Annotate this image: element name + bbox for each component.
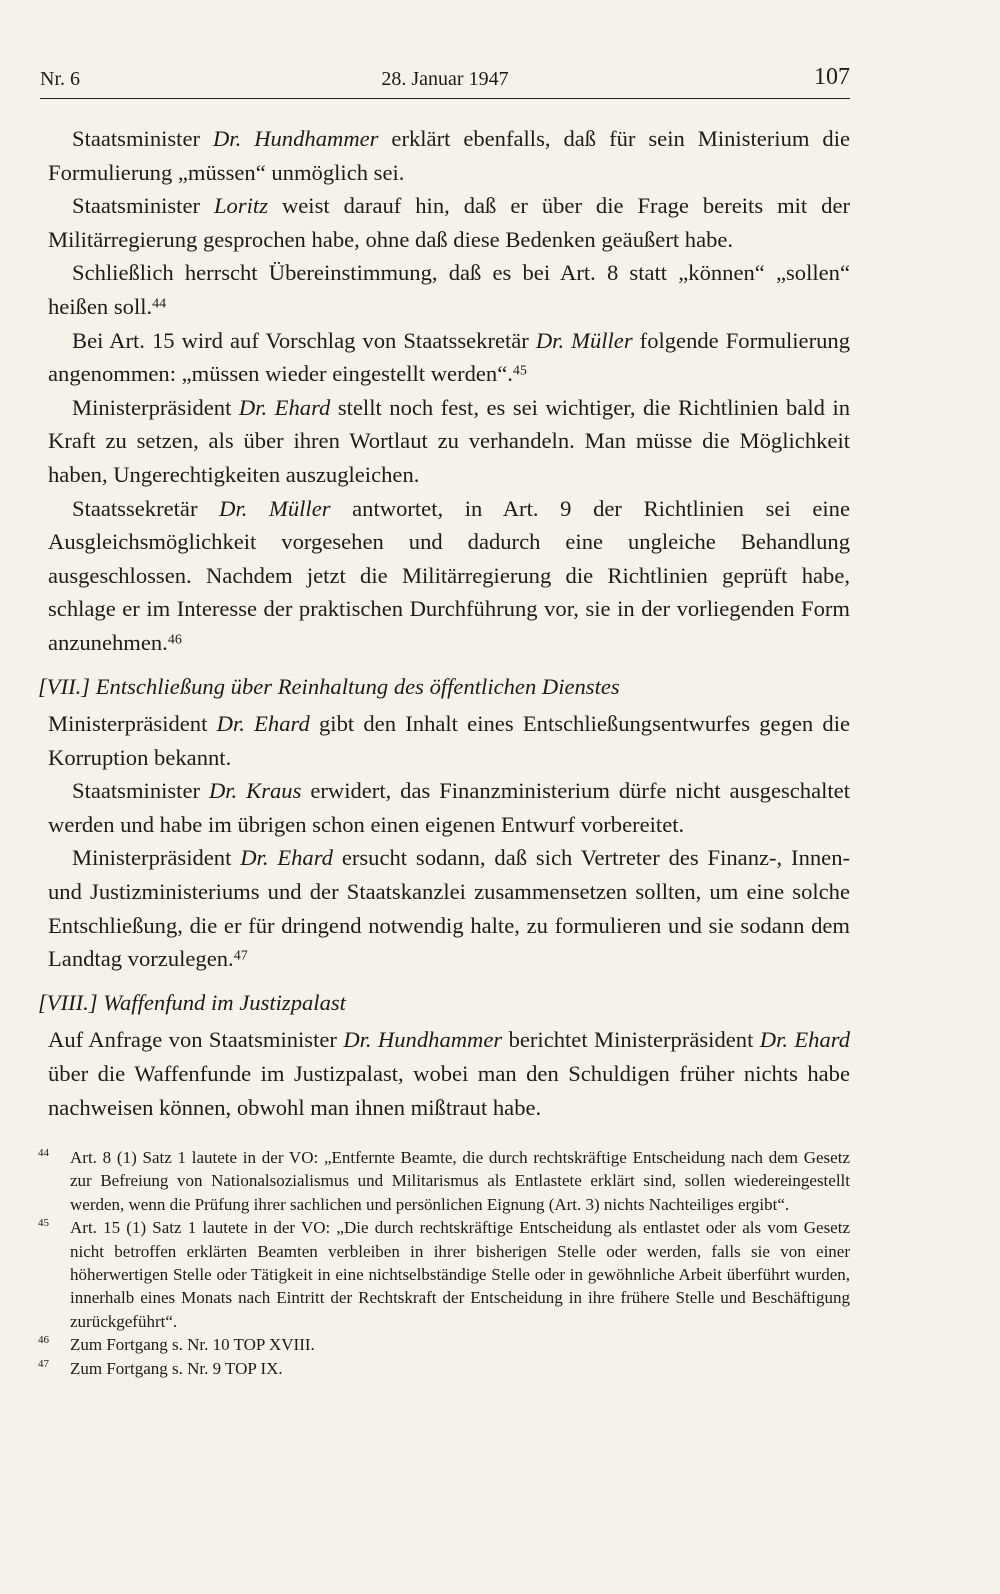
footnote-text: Zum Fortgang s. Nr. 9 TOP IX. <box>70 1358 283 1378</box>
paragraph-mueller-reply: Staatssekretär Dr. Müller antwortet, in Art. 9 der Richtlinien sei eine Ausgleichsmöglichkeit vorgesehen und dadurch eine ungleiche Behandlung ausgeschlossen. Nachdem jetzt die Militärregierung die Richtlinien geprüft habe, schlage er im Interesse der praktischen Durchführung vor, sie in der vorliegenden Form anzunehmen.$^{46}$ <box>48 495 850 655</box>
footnote-45 <box>38 1216 850 1333</box>
section-heading-vii <box>38 670 850 704</box>
footnote-number: 45 <box>38 1217 49 1230</box>
footnote-ref: 44 <box>152 296 167 312</box>
issue-number: Nr. 6 <box>40 68 80 90</box>
footnote-number: 47 <box>38 1357 49 1370</box>
person-name: Dr. Hundhammer <box>343 1027 503 1053</box>
footnote-text: Zum Fortgang s. Nr. 10 TOP XVIII. <box>70 1335 315 1355</box>
person-name: Dr. Müller <box>219 495 331 521</box>
footnote-text: Art. 8 (1) Satz 1 lautete in der VO: „Entfernte Beamte, die durch rechtskräftige Entscheidung nach dem Gesetz zur Befreiung von Nationalsozialismus und Militarismus als Entlastete erklärt sind, sollen wiedereingestellt werden, wenn die Prüfung ihrer sachlichen und persönlichen Eignung (Art. 3) nichts Nachteiliges ergibt“. <box>70 1148 850 1214</box>
person-name: Dr. Ehard <box>216 711 310 737</box>
paragraph-hundhammer-statement: Staatsminister Dr. Hundhammer erklärt ebenfalls, daß für sein Ministerium die Formulierung „müssen“ unmöglich sei. <box>48 126 850 185</box>
footnote-47 <box>38 1357 850 1380</box>
person-name: Dr. Kraus <box>208 778 302 804</box>
section-title: Entschließung über Reinhaltung des öffentlichen Dienstes <box>95 673 620 699</box>
person-name: Dr. Müller <box>535 327 633 353</box>
paragraph-ehard-draft: Ministerpräsident Dr. Ehard gibt den Inhalt eines Entschließungsentwurfes gegen die Korruption bekannt. <box>48 711 851 770</box>
footnotes <box>38 1146 850 1380</box>
person-name: Dr. Hundhammer <box>212 126 379 151</box>
section-heading-viii <box>38 986 850 1020</box>
running-header <box>40 64 850 99</box>
section-title: Waffenfund im Justizpalast <box>103 989 346 1015</box>
header-date: 28. Januar 1947 <box>381 68 509 90</box>
footnote-ref: 45 <box>512 363 527 379</box>
person-name: Dr. Ehard <box>238 394 331 420</box>
paragraph-weapons-find: Auf Anfrage von Staatsminister Dr. Hundhammer berichtet Ministerpräsident Dr. Ehard über die Waffenfunde im Justizpalast, wobei man den Schuldigen früher nichts habe nachweisen können, obwohl man ihnen mißtraut habe. <box>48 1027 851 1120</box>
footnote-44 <box>38 1146 850 1216</box>
paragraph-ehard-request: Ministerpräsident Dr. Ehard ersucht sodann, daß sich Vertreter des Finanz-, Innen- und Justizministeriums und der Staatskanzlei zusammensetzen sollten, um eine solche Entschließung, die er für dringend notwendig halte, zu formulieren und sie sodann dem Landtag vorzulegen.$^{47}$ <box>48 845 851 972</box>
footnote-number: 46 <box>38 1334 49 1347</box>
page-number: 107 <box>814 64 850 90</box>
paragraph-agreement: Schließlich herrscht Übereinstimmung, daß es bei Art. 8 statt „können“ „sollen“ heißen soll.$^{44}$ <box>48 260 850 319</box>
footnote-ref: 47 <box>233 948 248 964</box>
section-number: [VII.] <box>38 673 91 699</box>
person-name: Loritz <box>213 193 268 219</box>
footnote-ref: 46 <box>167 632 182 648</box>
person-name: Dr. Ehard <box>240 845 333 871</box>
person-name: Dr. Ehard <box>759 1027 851 1053</box>
paragraph-kraus-reply: Staatsminister Dr. Kraus erwidert, das Finanzministerium dürfe nicht ausgeschaltet werden und habe im übrigen schon einen eigenen Entwurf vorbereitet. <box>48 778 850 837</box>
paragraph-ehard-remark: Ministerpräsident Dr. Ehard stellt noch fest, es sei wichtiger, die Richtlinien bald in Kraft zu setzen, als über ihren Wortlaut zu verhandeln. Man müsse die Möglichkeit haben, Ungerechtigkeiten auszugleichen. <box>48 394 851 487</box>
footnote-text: Art. 15 (1) Satz 1 lautete in der VO: „Die durch rechtskräftige Entscheidung als entlastet oder als vom Gesetz nicht betroffen erklärten Beamten verbleiben in ihrer bisherigen Stelle oder werden, falls sie von einer höherwertigen Stelle oder Tätigkeit in eine nichtselbständige Stelle oder in gewöhnliche Arbeit überführt wurden, innerhalb eines Monats nach Eintritt der Rechtskraft der Entscheidung in ihre frühere Stelle und Beschäftigung zurückgeführt“. <box>70 1218 850 1331</box>
main-text <box>38 122 851 1124</box>
footnote-46 <box>38 1333 850 1356</box>
section-number: [VIII.] <box>38 989 98 1015</box>
paragraph-art-15: Bei Art. 15 wird auf Vorschlag von Staatssekretär Dr. Müller folgende Formulierung angenommen: „müssen wieder eingestellt werden“.$^{45}$ <box>48 327 850 387</box>
footnote-number: 44 <box>38 1147 49 1159</box>
paragraph-loritz-statement: Staatsminister Loritz weist darauf hin, daß er über die Frage bereits mit der Militärregierung gesprochen habe, ohne daß diese Bedenken geäußert habe. <box>48 193 851 252</box>
